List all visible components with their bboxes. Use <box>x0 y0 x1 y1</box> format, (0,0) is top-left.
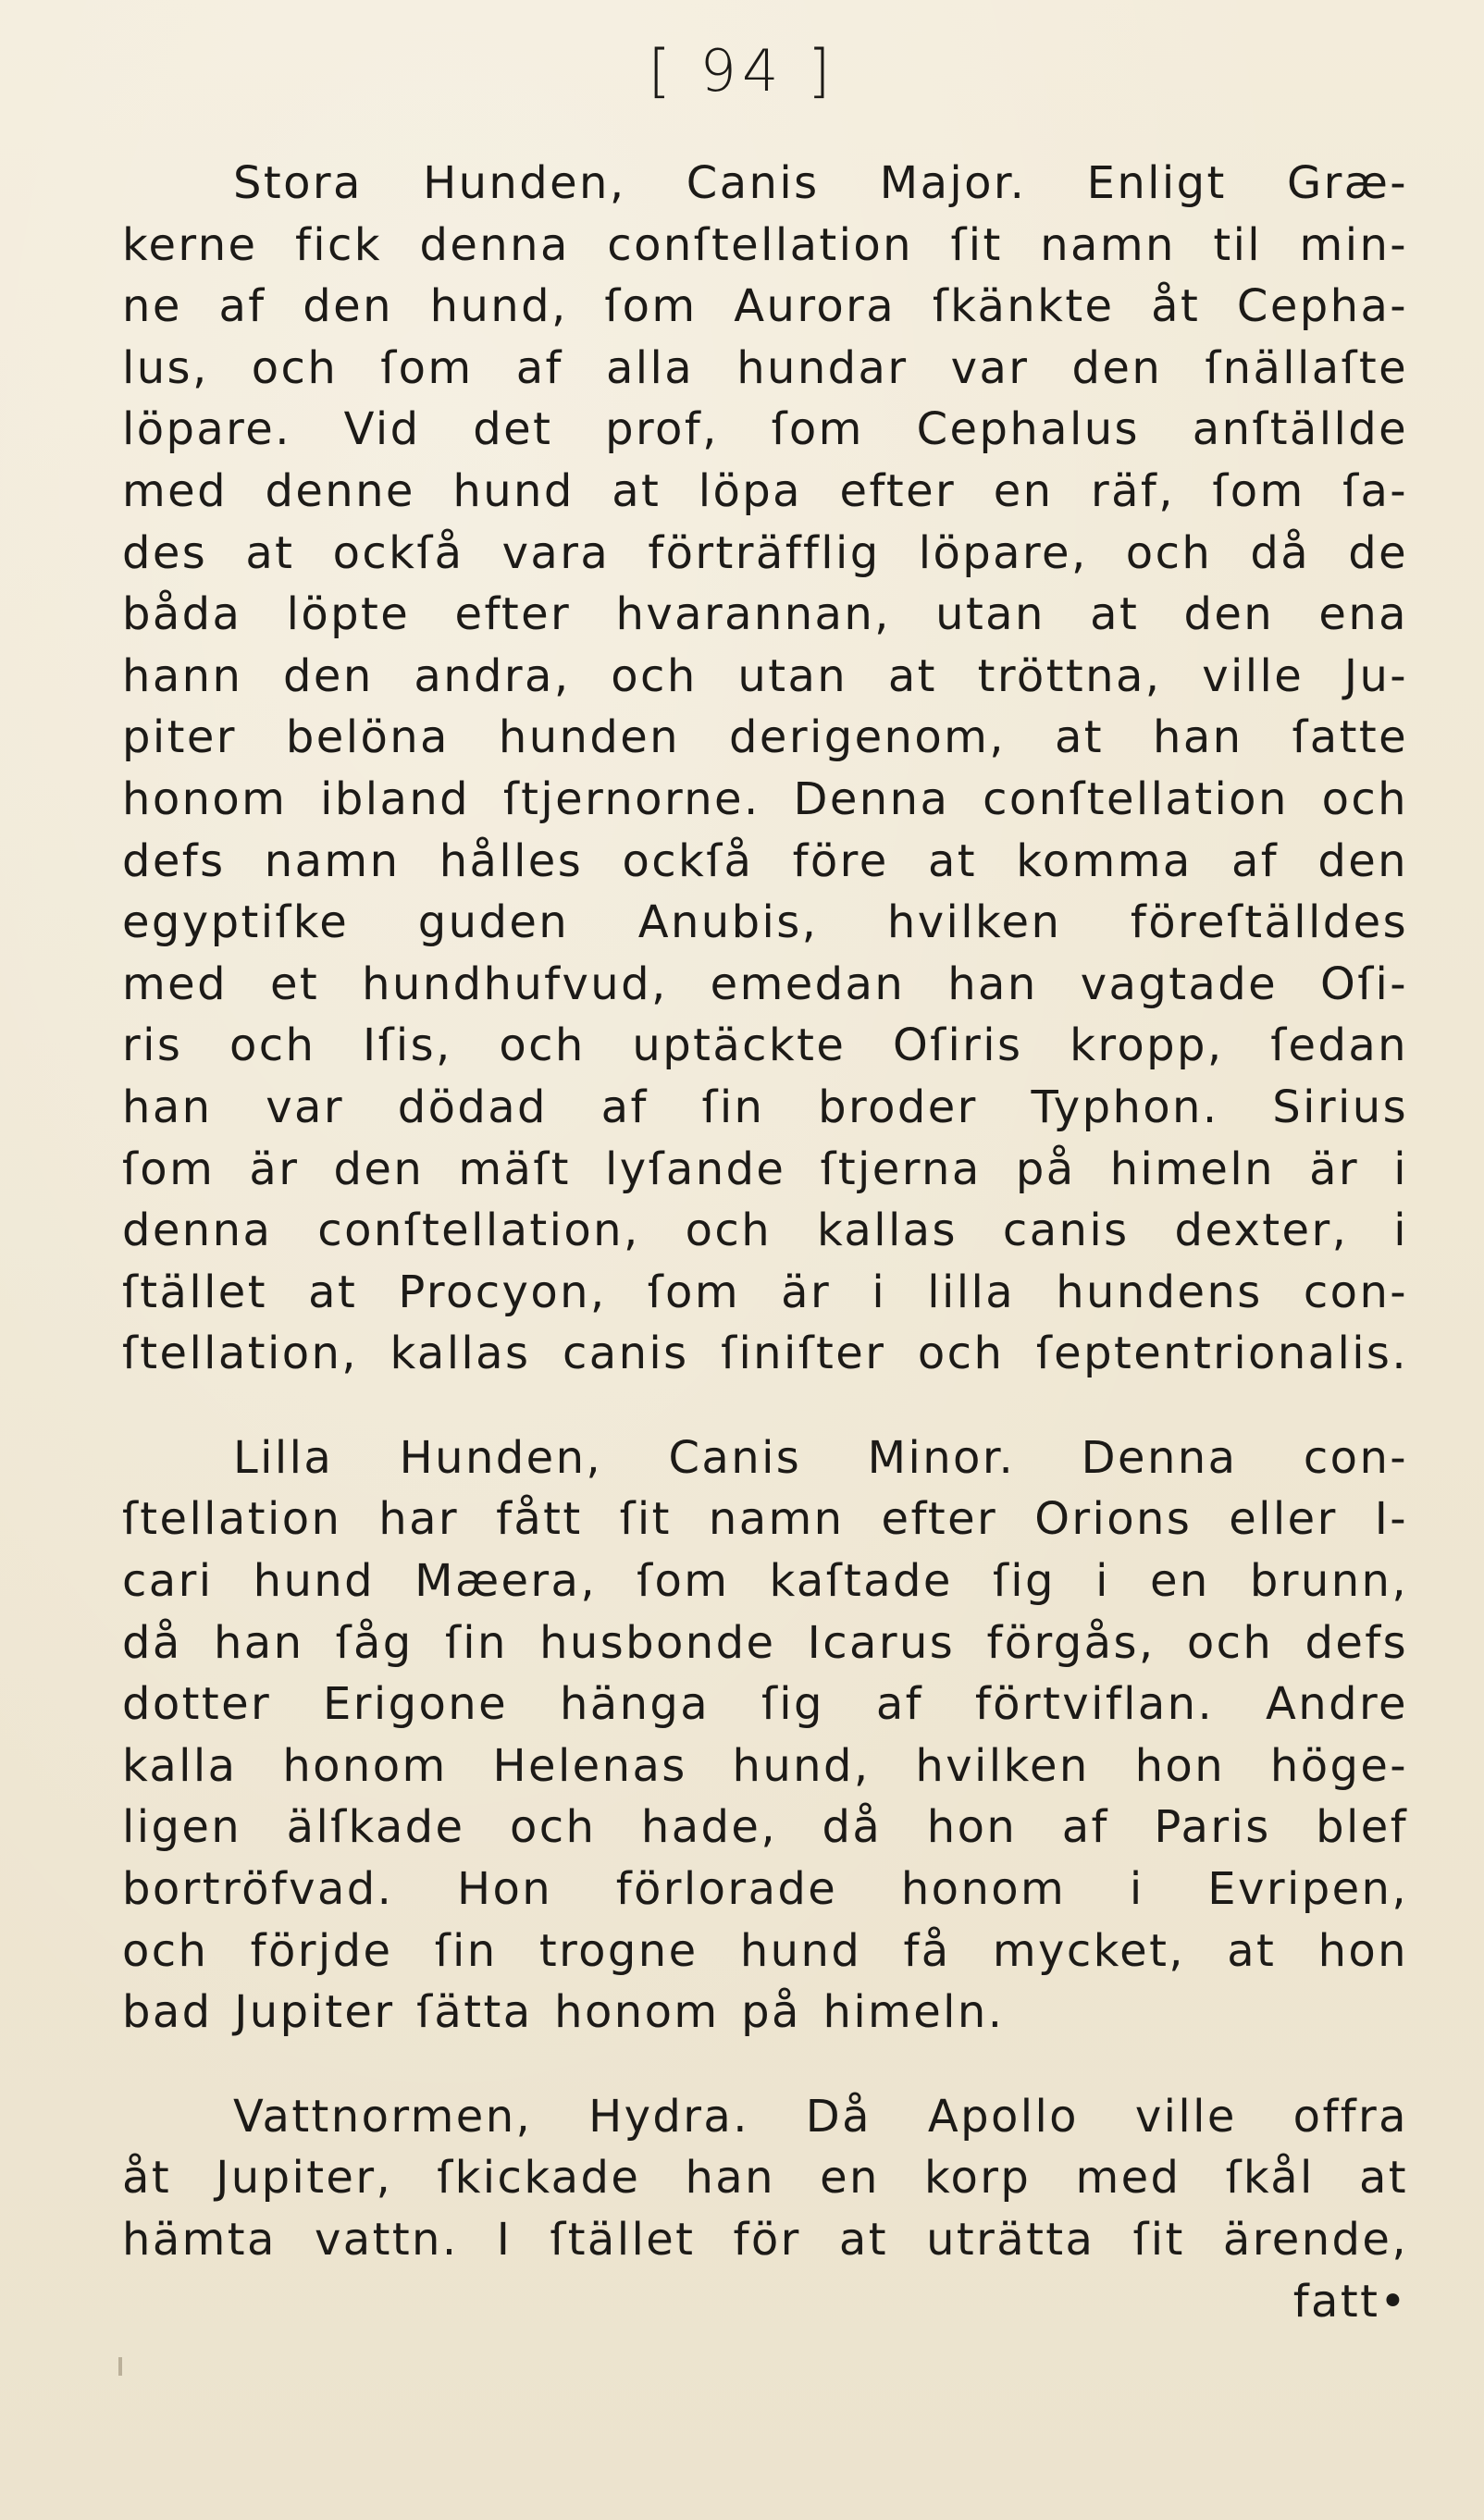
text-line: hämta vattn. I ſtället för at uträtta ſit ärende, <box>122 2214 1408 2266</box>
paragraph-gap <box>122 2044 1408 2086</box>
text-line: och förjde ſin trogne hund få mycket, at hon <box>122 1924 1408 1977</box>
paragraph-gap <box>122 1385 1408 1427</box>
ink-mark <box>118 2357 122 2376</box>
text-line: piter belöna hunden derigenom, at han ſatte <box>122 711 1408 764</box>
paragraph-vattnormen <box>122 2086 1408 2271</box>
text-line: Lilla Hunden, Canis Minor. Denna con- <box>233 1431 1408 1484</box>
text-line: honom ibland ſtjernorne. Denna conſtellation och <box>122 772 1408 825</box>
text-line: med denne hund at löpa efter en räf, ſom ſa- <box>122 464 1408 517</box>
catchword: fatt• <box>1292 2275 1408 2328</box>
text-line: ſom är den mäſt lyſande ſtjerna på himeln är i <box>122 1143 1408 1195</box>
text-line: hann den andra, och utan at tröttna, ville Ju- <box>122 649 1408 702</box>
text-line: Vattnormen, Hydra. Då Apollo ville offra <box>233 2090 1408 2143</box>
text-line: med et hundhufvud, emedan han vagtade Oſi- <box>122 957 1408 1010</box>
text-line: bortröfvad. Hon förlorade honom i Evripen, <box>122 1863 1408 1916</box>
text-line: ſtället at Procyon, ſom är i lilla hundens con- <box>122 1266 1408 1318</box>
text-line: des at ockſå vara förträfflig löpare, och då de <box>122 526 1408 579</box>
text-line: han var dödad af ſin broder Typhon. Sirius <box>122 1081 1408 1133</box>
page-number: [ 94 ] <box>648 37 836 105</box>
paragraph-lilla-hunden <box>122 1427 1408 2044</box>
text-line: båda löpte efter hvarannan, utan at den ena <box>122 588 1408 641</box>
text-line: ligen älſkade och hade, då hon af Paris blef <box>122 1801 1408 1854</box>
text-line: då han ſåg ſin husbonde Icarus förgås, och defs <box>122 1616 1408 1669</box>
text-line: denna conſtellation, och kallas canis dexter, i <box>122 1204 1408 1257</box>
text-line: åt Jupiter, ſkickade han en korp med ſkål at <box>122 2152 1408 2205</box>
text-line: ſtellation, kallas canis ſiniſter och ſeptentrionalis. <box>122 1328 1408 1380</box>
text-line: kerne fick denna conſtellation ſit namn til min- <box>122 218 1408 271</box>
text-line: dotter Erigone hänga ſig af förtviflan. Andre <box>122 1678 1408 1731</box>
text-line: cari hund Mæera, ſom kaſtade ſig i en brunn, <box>122 1555 1408 1608</box>
text-line: defs namn hålles ockſå före at komma af den <box>122 834 1408 887</box>
text-line: egyptiſke guden Anubis, hvilken föreſtälldes <box>122 896 1408 949</box>
text-line: ſtellation har fått ſit namn efter Orions eller I- <box>122 1493 1408 1546</box>
text-line: kalla honom Helenas hund, hvilken hon höge- <box>122 1739 1408 1792</box>
text-line: bad Jupiter ſätta honom på himeln. <box>122 1986 1005 2039</box>
text-line: lus, och ſom af alla hundar var den ſnällaſte <box>122 341 1408 394</box>
text-line: Stora Hunden, Canis Major. Enligt Græ- <box>233 157 1408 209</box>
body-text <box>122 153 1408 2332</box>
paragraph-stora-hunden <box>122 153 1408 1385</box>
text-line: ne af den hund, ſom Aurora ſkänkte åt Cepha- <box>122 280 1408 333</box>
text-line: ris och Iſis, och uptäckte Oſiris kropp, ſedan <box>122 1019 1408 1072</box>
text-line: löpare. Vid det prof, ſom Cephalus anſtällde <box>122 403 1408 456</box>
